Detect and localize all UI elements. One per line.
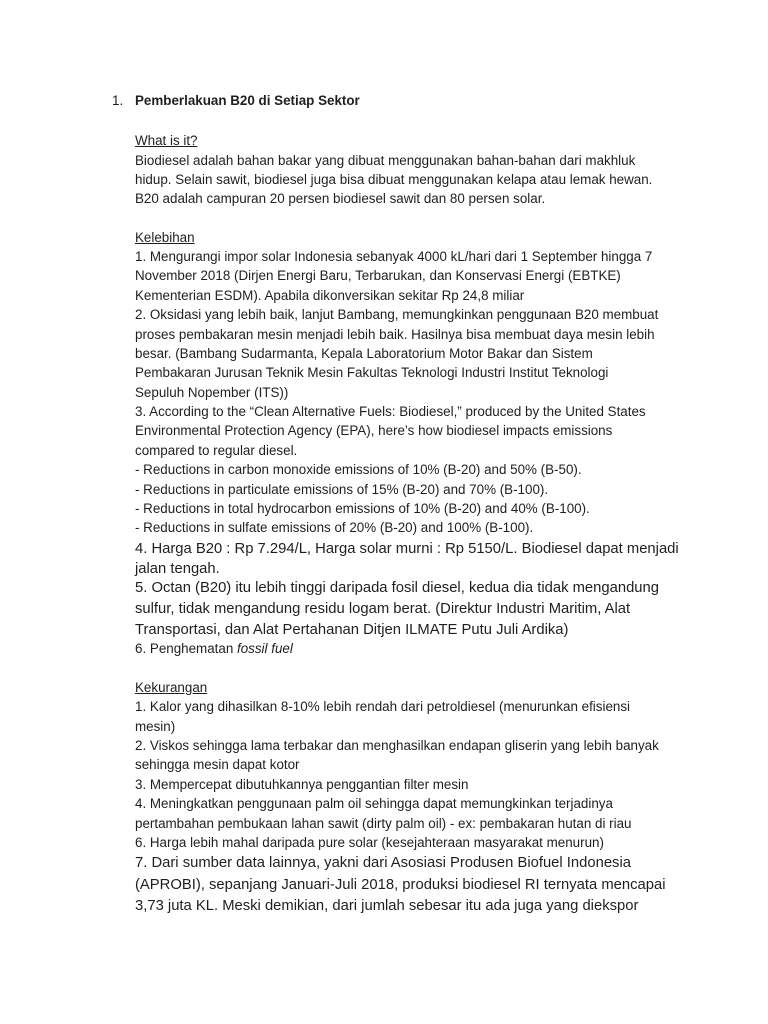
item-6-text: 6. Penghematan bbox=[135, 641, 237, 656]
kelebihan-heading: Kelebihan bbox=[135, 230, 195, 245]
kelebihan-item-6 bbox=[135, 639, 293, 659]
kelebihan-line: 2. Oksidasi yang lebih baik, lanjut Bambang, memungkinkan penggunaan B20 membuat bbox=[135, 307, 659, 322]
kelebihan-line: proses pembakaran mesin menjadi lebih baik. Hasilnya bisa membuat daya mesin lebih bbox=[135, 327, 655, 342]
kekurangan-line: 4. Meningkatkan penggunaan palm oil sehingga dapat memungkinkan terjadinya bbox=[135, 796, 613, 811]
kelebihan-line: Pembakaran Jurusan Teknik Mesin Fakultas Teknologi Industri Institut Teknologi bbox=[135, 365, 609, 380]
kelebihan-line: Kementerian ESDM). Apabila dikonversikan sekitar Rp 24,8 miliar bbox=[135, 288, 525, 303]
kelebihan-line: - Reductions in sulfate emissions of 20% (B-20) and 100% (B-100). bbox=[135, 520, 534, 535]
kekurangan-line: 7. Dari sumber data lainnya, yakni dari Asosiasi Produsen Biofuel Indonesia bbox=[135, 855, 631, 871]
kelebihan-line: - Reductions in carbon monoxide emissions of 10% (B-20) and 50% (B-50). bbox=[135, 462, 582, 477]
item-6-italic: fossil fuel bbox=[237, 641, 293, 656]
kelebihan-line: compared to regular diesel. bbox=[135, 443, 298, 458]
kekurangan-line: sehingga mesin dapat kotor bbox=[135, 757, 300, 772]
kekurangan-line: 3. Mempercepat dibutuhkannya penggantian filter mesin bbox=[135, 777, 469, 792]
kelebihan-line: Transportasi, dan Alat Pertahanan Ditjen ILMATE Putu Juli Ardika) bbox=[135, 622, 569, 638]
kekurangan-line: 2. Viskos sehingga lama terbakar dan menghasilkan endapan gliserin yang lebih banyak bbox=[135, 738, 659, 753]
kelebihan-line: - Reductions in total hydrocarbon emissions of 10% (B-20) and 40% (B-100). bbox=[135, 501, 590, 516]
kekurangan-heading: Kekurangan bbox=[135, 680, 208, 695]
kekurangan-line: 6. Harga lebih mahal daripada pure solar (kesejahteraan masyarakat menurun) bbox=[135, 835, 604, 850]
kekurangan-line: pertambahan pembukaan lahan sawit (dirty palm oil) - ex: pembakaran hutan di riau bbox=[135, 816, 632, 831]
kelebihan-line: sulfur, tidak mengandung residu logam berat. (Direktur Industri Maritim, Alat bbox=[135, 601, 631, 617]
kelebihan-line: jalan tengah. bbox=[135, 561, 220, 577]
kelebihan-line: - Reductions in particulate emissions of 15% (B-20) and 70% (B-100). bbox=[135, 482, 549, 497]
kelebihan-line: besar. (Bambang Sudarmanta, Kepala Laboratorium Motor Bakar dan Sistem bbox=[135, 346, 593, 361]
what-line: B20 adalah campuran 20 persen biodiesel sawit dan 80 persen solar. bbox=[135, 191, 546, 206]
kelebihan-line: 4. Harga B20 : Rp 7.294/L, Harga solar murni : Rp 5150/L. Biodiesel dapat menjadi bbox=[135, 541, 679, 557]
kelebihan-line: November 2018 (Dirjen Energi Baru, Terbarukan, dan Konservasi Energi (EBTKE) bbox=[135, 268, 621, 283]
kekurangan-line: mesin) bbox=[135, 719, 176, 734]
kelebihan-line: 5. Octan (B20) itu lebih tinggi daripada fosil diesel, kedua dia tidak mengandung bbox=[135, 580, 659, 596]
kelebihan-line: Sepuluh Nopember (ITS)) bbox=[135, 385, 289, 400]
section-title: Pemberlakuan B20 di Setiap Sektor bbox=[135, 93, 360, 108]
kekurangan-line: (APROBI), sepanjang Januari-Juli 2018, produksi biodiesel RI ternyata mencapai bbox=[135, 877, 666, 893]
what-line: Biodiesel adalah bahan bakar yang dibuat menggunakan bahan-bahan dari makhluk bbox=[135, 153, 636, 168]
what-line: hidup. Selain sawit, biodiesel juga bisa dibuat menggunakan kelapa atau lemak hewan. bbox=[135, 172, 653, 187]
what-heading: What is it? bbox=[135, 133, 198, 148]
kelebihan-line: Environmental Protection Agency (EPA), here’s how biodiesel impacts emissions bbox=[135, 423, 613, 438]
kelebihan-line: 1. Mengurangi impor solar Indonesia sebanyak 4000 kL/hari dari 1 September hingga 7 bbox=[135, 249, 653, 264]
kekurangan-line: 3,73 juta KL. Meski demikian, dari jumlah sebesar itu ada juga yang diekspor bbox=[135, 898, 639, 914]
kekurangan-line: 1. Kalor yang dihasilkan 8-10% lebih rendah dari petroldiesel (menurunkan efisiensi bbox=[135, 699, 631, 714]
kelebihan-line: 3. According to the “Clean Alternative Fuels: Biodiesel,” produced by the United States bbox=[135, 404, 646, 419]
list-number: 1. bbox=[112, 93, 124, 108]
